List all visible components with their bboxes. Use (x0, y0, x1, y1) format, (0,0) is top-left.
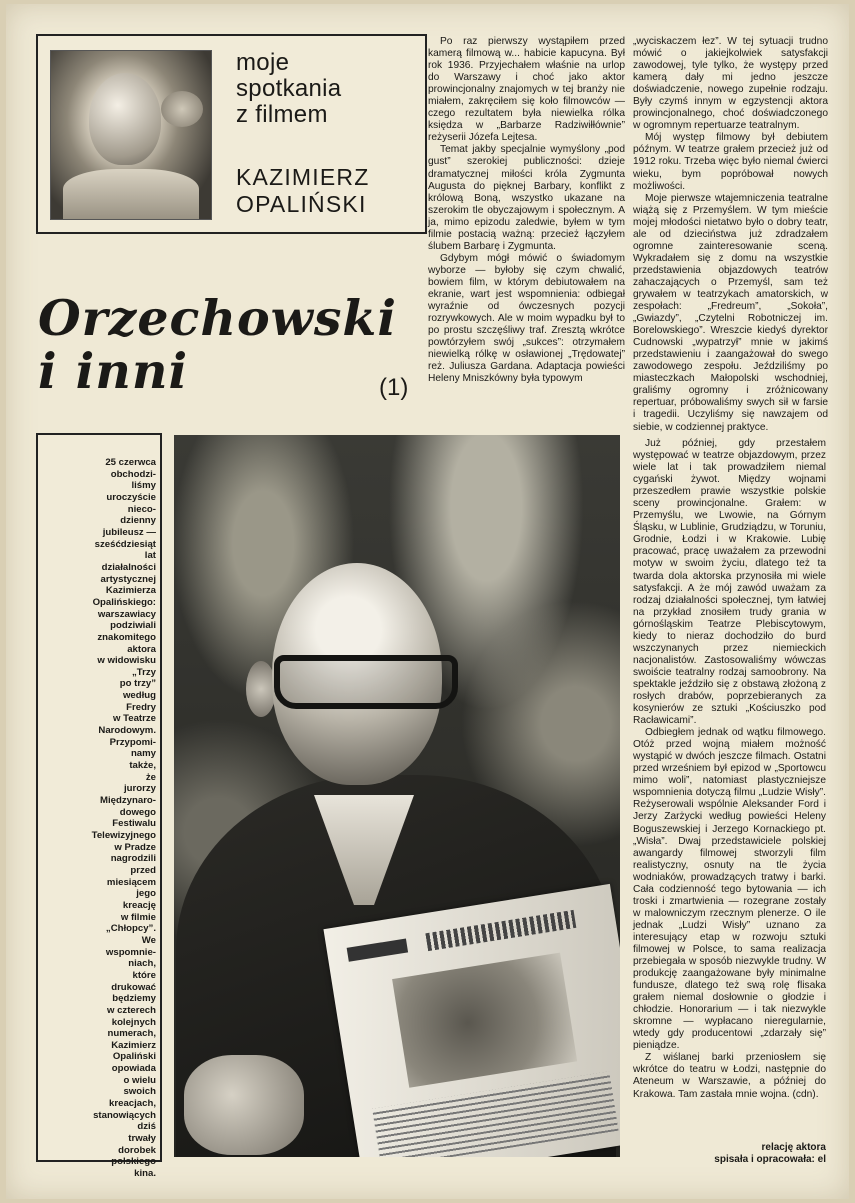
sidebar-line: namy (130, 748, 156, 760)
newspaper-photo (392, 953, 577, 1088)
sidebar-line: Przypomi- (109, 736, 156, 748)
series-title-line: z filmem (236, 101, 328, 128)
sidebar-line: w Teatrze (112, 713, 156, 725)
series-title (236, 50, 416, 128)
sidebar-line: nagrodzili (110, 853, 156, 865)
sidebar-line: wspomnie- (105, 946, 156, 958)
paragraph: Z wiślanej barki przeniosłem się wkrótce do teatru w Łodzi, następnie do Ateneum w Warszawie, a później do Krakowa. Tam zastała mnie wojna. (cdn). (633, 1052, 826, 1100)
sidebar-line: działalności (101, 561, 156, 573)
sidebar-line: Międzynaro- (100, 795, 156, 807)
sidebar-line: dorobek (118, 1144, 156, 1156)
sidebar-line: warszawiacy (97, 608, 156, 620)
portrait-head (89, 73, 161, 165)
portrait-shirt (63, 169, 199, 219)
article-column-2 (633, 36, 828, 434)
sidebar-line: miesiącem (106, 876, 156, 888)
sidebar-line: Opalińskiego: (92, 596, 156, 608)
sidebar-line: aktora (127, 643, 156, 655)
sidebar-line: Festiwalu (112, 818, 156, 830)
paragraph: Już później, gdy przestałem występować w teatrze objazdowym, przez wiele lat i tak prowadziłem niemal cygański żywot. Między wojnami przeszedłem prawie wszystkie polskie sceny prowincjonalne. Grałem: w Przemyślu, we Lwowie, na Górnym Śląsku, w Lublinie, Grudziądzu, w Toruniu, Grodnie, Łodzi i w Krakowie. Lubię pracować, pracę uważałem za przewodni motyw w swoim życiu, dlatego też ta twarda dola aktorska przynosiła mi wiele satysfakcji. A że mój zawód uważam za rodzaj działalności społecznej, tym łatwiej na przykład znosiłem trudy grania w górnośląskim Teatrze Plebiscytowym, kiedy to nieraz dochodziło do burd wszczynanych przez niemieckich nacjonalistów. Zastosowaliśmy wówczas swoiście teatralny rodzaj samoobrony. Na spektakle jeździło się z obstawą złożoną z rosłych drabów, poprzebieranych za kosynierów ze sztuki „Kościuszko pod Racławicami”. (633, 438, 826, 727)
sidebar-line: w filmie (120, 911, 156, 923)
sidebar-line: w Pradze (114, 841, 156, 853)
sidebar-line: dzienny (120, 515, 156, 527)
sidebar-line: Telewizyjnego (91, 830, 156, 841)
paragraph: Moje pierwsze wtajemniczenia teatralne wiążą się z Przemyślem. W tym mieście mojej młodości nietatwo było o dobry teatr, ale od dzieciństwa już zdradzałem ogromne zainteresowanie sceną. Wykradałem się z domu na wszystkie przedstawienia objazdowych teatrów zahaczających o Przemyśl, sam też grywałem w teatrzykach amatorskich, w zespołach: „Fredreum”, „Sokoła”, „Gwiazdy”, „Czytelni Robotniczej im. Borelowskiego”. Wreszcie kiedyś dyrektor Cudnowski „wypatrzył” mnie w jakimś przedstawieniu i zaangażował do swego zawodowego zespołu. Jeździliśmy po miasteczkach Małopolski wschodniej, graliśmy ogromny i zróżnicowany repertuar, próbowaliśmy swych sił w farsie i tragedii. Uczyliśmy się nawzajem od siebie, w codziennej praktyce. (633, 192, 828, 433)
paragraph: Odbiegłem jednak od wątku filmowego. Otóż przed wojną miałem możność wystąpić w dwóch jeszcze filmach. Ostatni przed wrześniem był epizod w „Sportowcu mimo woli”, natomiast plastyczniejsze wspomnienia dotyczą filmu „Ludzie Wisły”. Reżyserowali wspólnie Aleksander Ford i Jerzy Zarżycki według powieści Heleny Boguszewskiej i Jerzego Kornackiego pt. „Wisła”. Dwaj przedstawiciele polskiej awangardy filmowej stworzyli film realistyczny, osnuty na tle życia wodniaków, prowadzących tratwy i barki. Cała codzienność tego bytowania — ich troski i zmartwienia — rozegrane zostały w malowniczym rzecznym plenerze. O ile jednak „Ludzi Wisły” uznano za interesujący etap w rozwoju sztuki filmowej w Polsce, to sama realizacja przebiegała w sposób niezwykle trudny. W produkcję zaangażowane były minimalne fundusze, dlatego też swą rolę flisaka grałem niemal dosłownie o głodzie i chłodzie. Honorarium — i tak niezwykle skromne — wypłacano nieregularnie, wtedy gdy producentowi „zdarzały się” pieniądze. (633, 727, 826, 1052)
author-first-name: KAZIMIERZ (236, 164, 370, 190)
sidebar-line: kreację (122, 899, 156, 911)
sidebar-line: także, (129, 760, 156, 772)
credit-line: spisała i opracowała: el (714, 1154, 826, 1165)
sidebar-line: „Trzy (132, 666, 156, 678)
sidebar-line: o wielu (123, 1074, 156, 1086)
paragraph: „wyciskaczem łez”. W tej sytuacji trudno mówić o jakiejkolwiek satysfakcji zawodowej, tyle tylko, że występy przed kamerą dały mi jedno jeszcze doświadczenie, nowego zupełnie rodzaju. Były czymś innym w egzystencji aktora prowincjonalnego, choć doświadczonego w ogromnym repertuarze teatralnym. (633, 36, 828, 132)
sidebar-line: jurorzy (124, 783, 156, 795)
article-column-3 (633, 438, 826, 1101)
sidebar-line: jego (136, 888, 156, 900)
sidebar-line: kina. (134, 1168, 156, 1180)
paragraph: Mój występ filmowy był debiutem późnym. W teatrze grałem przecież już od 1912 roku. Trzeba więc było niemal ćwierci wieku, bym popróbował nowych możliwości. (633, 132, 828, 192)
sidebar-line: drukować (111, 981, 156, 993)
sidebar-line: kolejnych (111, 1016, 156, 1028)
article-title-line-1: Orzechowski (38, 289, 397, 347)
series-header-box (36, 34, 427, 234)
sidebar-line: swoich (123, 1086, 156, 1098)
series-title-line: spotkania (236, 75, 342, 102)
sidebar-line: w czterech (106, 1004, 156, 1016)
author-portrait-photo (50, 50, 212, 220)
article-column-1 (428, 36, 625, 385)
sidebar-line: przed (130, 864, 156, 876)
sidebar-line: „Chłopcy”. (105, 923, 156, 935)
sidebar-line: które (132, 969, 156, 981)
sidebar-line: po trzy” (119, 678, 156, 690)
sidebar-line: jubileusz — (102, 526, 156, 538)
sidebar-line: Narodowym. (98, 725, 156, 737)
photo-hand (184, 1055, 304, 1155)
sidebar-line: Kazimierz (111, 1039, 156, 1051)
sidebar-line: 25 czerwca (105, 457, 156, 468)
sidebar-line: znakomitego (97, 631, 156, 643)
sidebar-line: dowego (119, 806, 156, 818)
sidebar-line: trwały (128, 1133, 156, 1145)
sidebar-line: uroczyście (106, 491, 156, 503)
author-credit (633, 1142, 826, 1166)
article-title (38, 289, 423, 400)
sidebar-line: podziwiali (110, 620, 156, 632)
main-portrait-photo (174, 435, 620, 1157)
sidebar-line: opowiada (111, 1063, 156, 1075)
sidebar-intro-text (46, 457, 156, 1180)
sidebar-line: Opaliński (112, 1051, 156, 1063)
sidebar-line: polskiego (111, 1156, 156, 1168)
paragraph: Po raz pierwszy wystąpiłem przed kamerą filmową w... habicie kapucyna. Był rok 1936. Przyjechałem właśnie na urlop do Warszawy i choć jako aktor prowincjonalny znajomych w tej branży nie miałem, zakręciłem się koło filmowców — czego rezultatem była niewielka rólka księdza w „Barbarze Radziwiłłównie” reżyserii Józefa Lejtesa. (428, 36, 625, 144)
sidebar-line: będziemy (112, 993, 156, 1005)
sidebar-line: niach, (128, 958, 156, 970)
sidebar-line: nieco- (127, 503, 156, 515)
article-title-line-2: i inni (38, 342, 189, 400)
sidebar-line: że (145, 771, 156, 783)
paragraph: Gdybym mógł mówić o świadomym wyborze — byłoby się czym chwalić, bowiem film, w którym debiutowałem na ekranie, wart jest wspomnienia: odbiegał wyraźnie od ówczesnych pozycji rozrywkowych. Ale w moim wypadku był to po prostu szczęśliwy traf. Zresztą wkrótce powtórzyłem swój „sukces”: otrzymałem niewielką rólkę w osławionej „Trędowatej” reż. Juliusza Gardana. Adaptacja powieści Heleny Mniszkówny była typowym (428, 252, 625, 385)
portrait-hand (161, 91, 203, 127)
sidebar-line: obchodzi- (110, 468, 156, 480)
sidebar-line: lat (144, 550, 156, 562)
magazine-page (6, 4, 849, 1199)
photo-glasses (274, 655, 458, 709)
page-content (36, 34, 828, 1180)
sidebar-line: stanowiących (93, 1109, 156, 1121)
series-title-line: moje (236, 49, 290, 76)
sidebar-line: sześćdziesiąt (94, 538, 156, 550)
part-number: (1) (379, 374, 409, 401)
sidebar-line: We (141, 934, 156, 946)
sidebar-line: kreacjach, (109, 1098, 156, 1110)
sidebar-line: w widowisku (97, 655, 156, 667)
newspaper-masthead (347, 938, 408, 961)
sidebar-line: numerach, (107, 1028, 156, 1040)
author-name (236, 164, 421, 218)
credit-line: relację aktora (761, 1142, 826, 1153)
photo-newspaper (323, 884, 620, 1157)
sidebar-line: Kazimierza (105, 585, 156, 597)
sidebar-intro-box (36, 433, 162, 1180)
sidebar-line: liśmy (131, 480, 156, 492)
author-last-name: OPALIŃSKI (236, 191, 367, 217)
newspaper-headline (425, 910, 576, 951)
sidebar-line: według (122, 690, 156, 702)
sidebar-line: Fredry (126, 701, 156, 713)
sidebar-line: dziś (137, 1121, 156, 1133)
sidebar-line: artystycznej (100, 573, 156, 585)
paragraph: Temat jakby specjalnie wymyślony „pod gust” szerokiej publiczności: dzieje dramatycznej miłości króla Zygmunta Augusta do pięknej Barbary, konflikt z królową Boną, wszystko ukazane na szerokim tle obyczajowym i społecznym. A ja, mimo epizodu zaledwie, byłem w tym filmie postacią ważną: przecież łączyłem ślubem Barbarę i Zygmunta. (428, 144, 625, 252)
